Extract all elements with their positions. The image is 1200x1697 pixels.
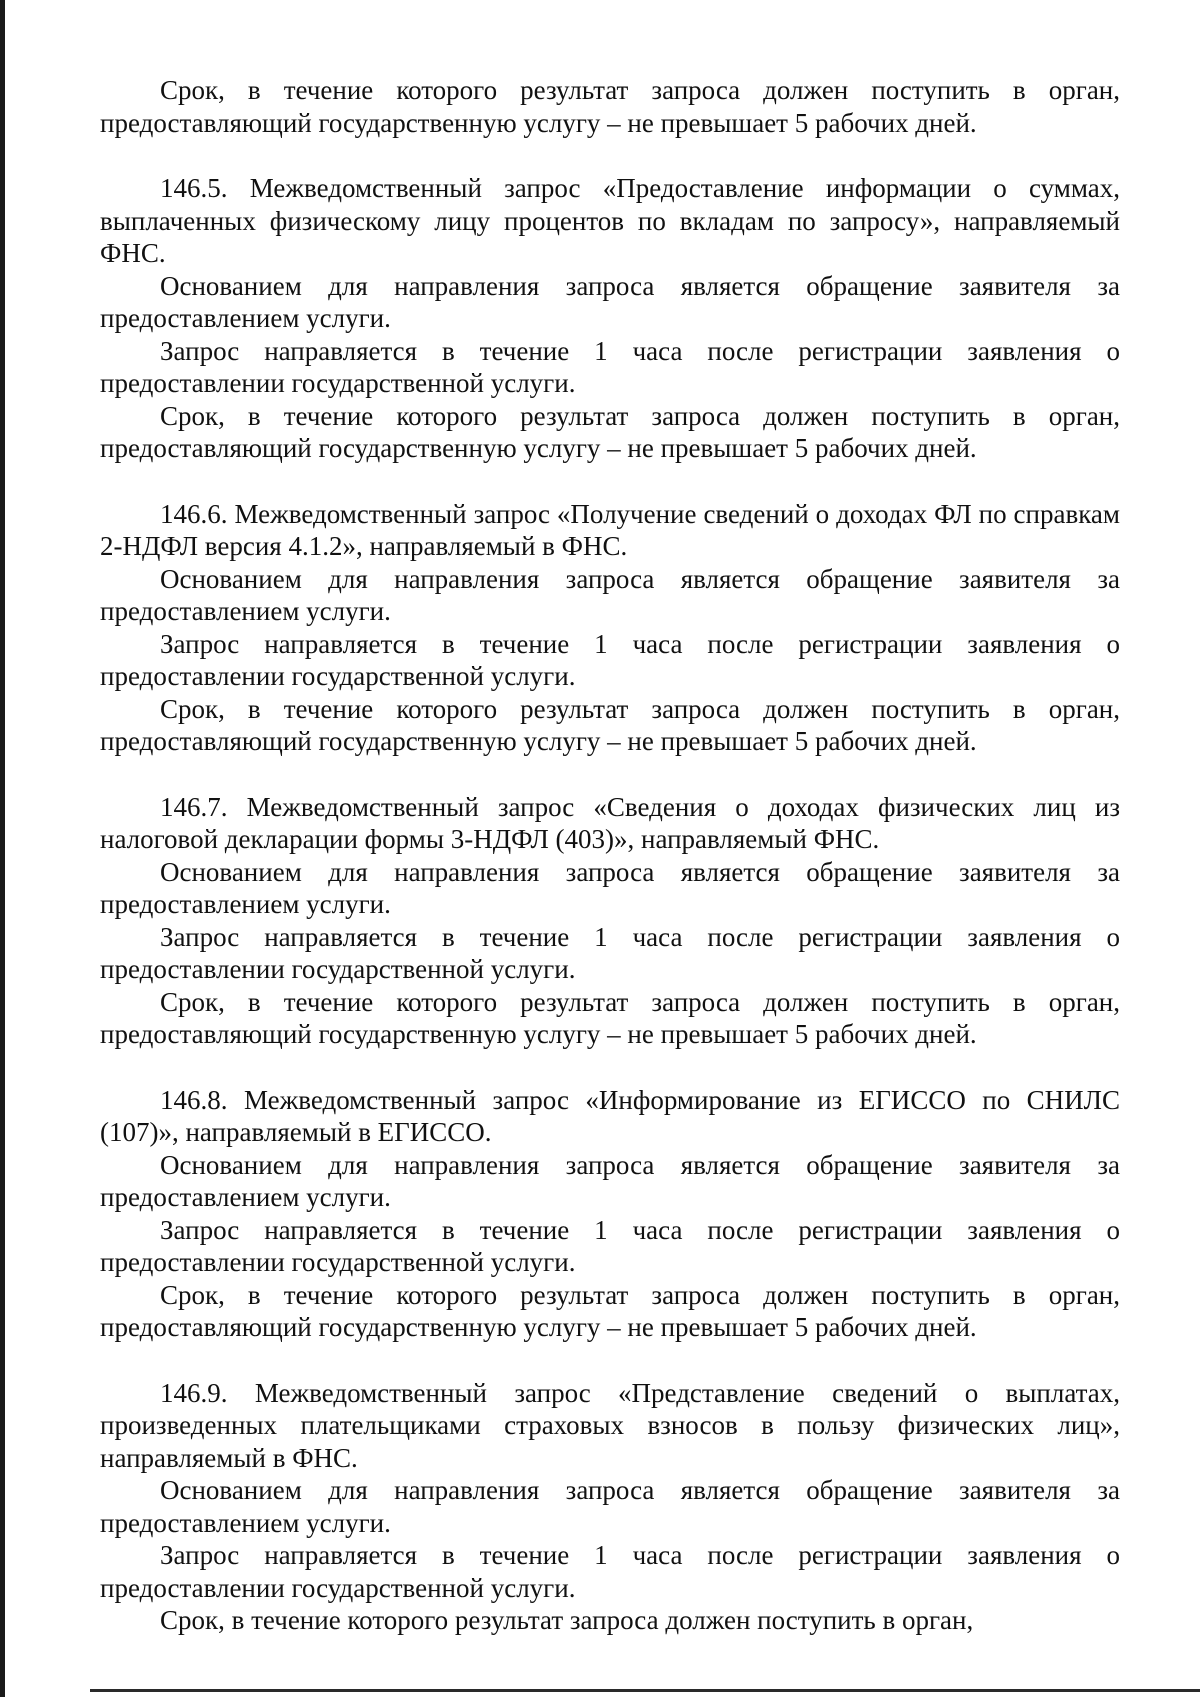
timing-paragraph: Запрос направляется в течение 1 часа после регистрации заявления о предоставлении государственной услуги. xyxy=(100,921,1120,984)
timing-paragraph: Запрос направляется в течение 1 часа после регистрации заявления о предоставлении государственной услуги. xyxy=(100,335,1120,398)
timing-paragraph: Запрос направляется в течение 1 часа после регистрации заявления о предоставлении государственной услуги. xyxy=(100,1540,1120,1603)
section-heading: 146.8. Межведомственный запрос «Информирование из ЕГИССО по СНИЛС (107)», направляемый в ЕГИССО. xyxy=(100,1084,1120,1147)
section-146-6 xyxy=(100,498,1120,758)
deadline-paragraph: Срок, в течение которого результат запроса должен поступить в орган, xyxy=(160,1605,974,1635)
deadline-paragraph: Срок, в течение которого результат запроса должен поступить в орган, предоставляющий государственную услугу – не превышает 5 рабочих дней. xyxy=(100,400,1120,463)
section-146-5 xyxy=(100,172,1120,465)
basis-paragraph: Основанием для направления запроса является обращение заявителя за предоставлением услуги. xyxy=(100,1149,1120,1212)
timing-paragraph: Запрос направляется в течение 1 часа после регистрации заявления о предоставлении государственной услуги. xyxy=(100,1214,1120,1277)
section-heading: 146.5. Межведомственный запрос «Предоставление информации о суммах, выплаченных физическому лицу процентов по вкладам по запросу», направляемый ФНС. xyxy=(100,173,1120,268)
section-146-7 xyxy=(100,791,1120,1051)
intro-deadline-paragraph: Срок, в течение которого результат запроса должен поступить в орган, предоставляющий государственную услугу – не превышает 5 рабочих дней. xyxy=(100,75,1120,138)
scan-edge xyxy=(0,0,5,1697)
basis-paragraph: Основанием для направления запроса является обращение заявителя за предоставлением услуги. xyxy=(100,270,1120,333)
page-bottom-edge xyxy=(90,1689,1200,1692)
timing-paragraph: Запрос направляется в течение 1 часа после регистрации заявления о предоставлении государственной услуги. xyxy=(100,628,1120,691)
section-146-8 xyxy=(100,1084,1120,1344)
deadline-paragraph: Срок, в течение которого результат запроса должен поступить в орган, предоставляющий государственную услугу – не превышает 5 рабочих дней. xyxy=(100,986,1120,1049)
deadline-paragraph: Срок, в течение которого результат запроса должен поступить в орган, предоставляющий государственную услугу – не превышает 5 рабочих дней. xyxy=(100,1279,1120,1342)
basis-paragraph: Основанием для направления запроса является обращение заявителя за предоставлением услуги. xyxy=(100,1475,1120,1538)
section-heading: 146.6. Межведомственный запрос «Получение сведений о доходах ФЛ по справкам 2-НДФЛ версия 4.1.2», направляемый в ФНС. xyxy=(100,498,1120,561)
section-heading: 146.7. Межведомственный запрос «Сведения о доходах физических лиц из налоговой декларации формы 3-НДФЛ (403)», направляемый ФНС. xyxy=(100,791,1120,854)
basis-paragraph: Основанием для направления запроса является обращение заявителя за предоставлением услуги. xyxy=(100,856,1120,919)
deadline-paragraph: Срок, в течение которого результат запроса должен поступить в орган, предоставляющий государственную услугу – не превышает 5 рабочих дней. xyxy=(100,693,1120,756)
document-body xyxy=(100,74,1120,1637)
section-heading: 146.9. Межведомственный запрос «Представление сведений о выплатах, произведенных плательщиками страховых взносов в пользу физических лиц», направляемый в ФНС. xyxy=(100,1377,1120,1473)
basis-paragraph: Основанием для направления запроса является обращение заявителя за предоставлением услуги. xyxy=(100,563,1120,626)
section-146-9 xyxy=(100,1377,1120,1637)
